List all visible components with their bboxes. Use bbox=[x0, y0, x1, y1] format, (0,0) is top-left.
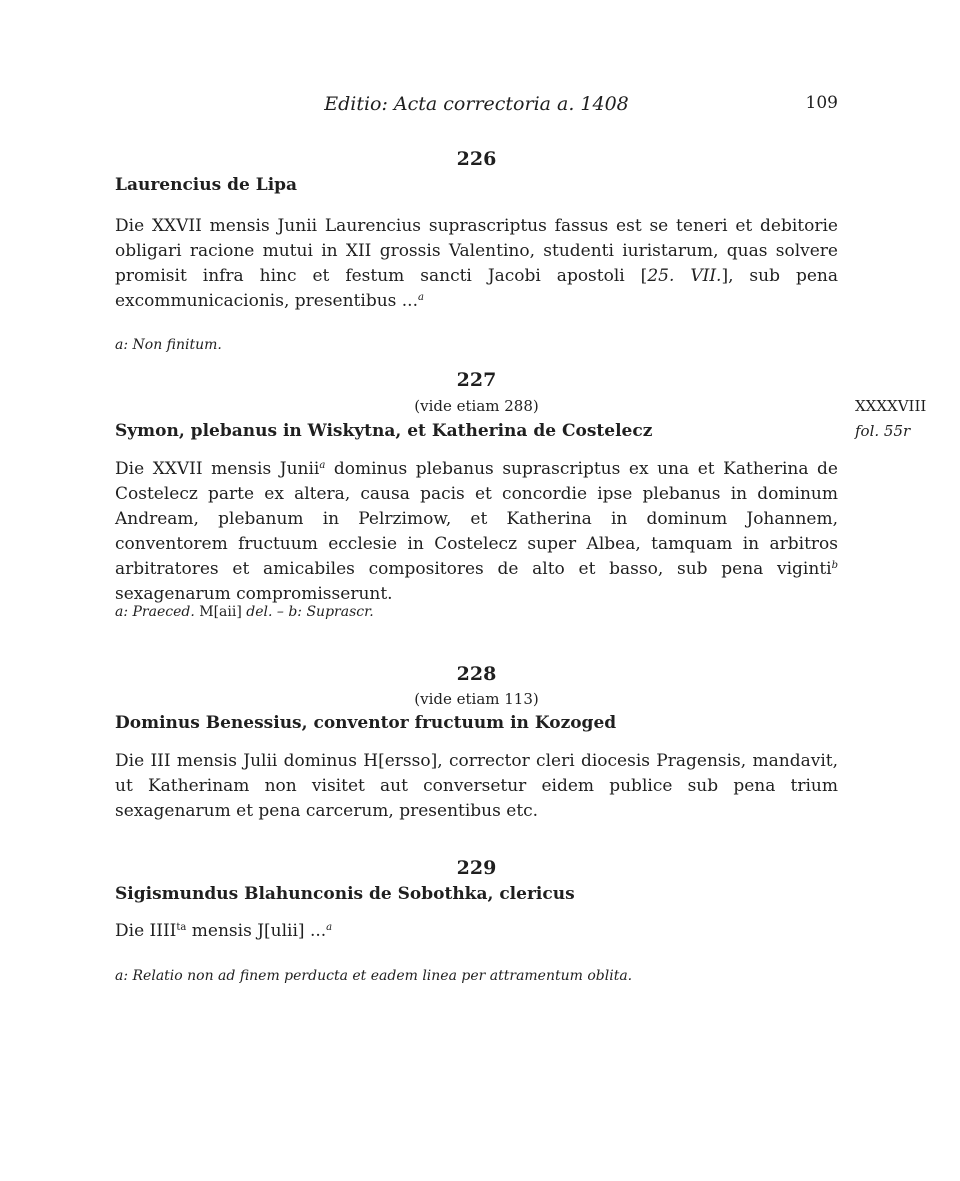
margin-note-folio: fol. 55r bbox=[855, 422, 911, 440]
entry-title-226: Laurencius de Lipa bbox=[115, 175, 298, 195]
cross-reference-228: (vide etiam 113) bbox=[414, 690, 539, 708]
entry-title-227: Symon, plebanus in Wiskytna, et Katherina de Costelecz bbox=[115, 421, 653, 441]
entry-number-227: 227 bbox=[456, 369, 497, 391]
entry-number-226: 226 bbox=[456, 148, 497, 170]
margin-note-folio-number: XXXXVIII bbox=[855, 397, 927, 415]
running-title: Editio: Acta correctoria a. 1408 bbox=[324, 93, 629, 115]
footnote-229: a: Relatio non ad finem perducta et eadem linea per attramentum oblita. bbox=[115, 968, 633, 984]
entry-text-228: Die III mensis Julii dominus H[ersso], corrector cleri diocesis Pragensis, mandavit, ut Katherinam non visitet aut conversetur eidem publice sub pena trium sexagenarum et pena carcerum, presentibus etc. bbox=[115, 751, 838, 821]
entry-text-229: Die $IIII^{ta}$ mensis J[ulii] ...$^a$ bbox=[115, 921, 333, 941]
entry-text-226: Die XXVII mensis Junii Laurencius suprascriptus fassus est se teneri et debitorie obligari racione mutui in XII grossis Valentino, studenti iuristarum, quas solvere promisit infra hinc et festum sancti Jacobi apostoli [25. VII.], sub pena excommunicacionis, presentibus ...$^a$ bbox=[115, 216, 838, 311]
footnote-227: a: Praeced. M[aii] del. – b: Suprascr. bbox=[115, 604, 374, 620]
entry-number-229: 229 bbox=[456, 857, 497, 879]
entry-text-227: Die XXVII mensis Junii$^a$ dominus plebanus suprascriptus ex una et Katherina de Costelecz parte ex altera, causa pacis et concordie ipse plebanus in dominum Andream, plebanum in Pelrzimow, et Katherina in dominum Johannem, conventorem fructuum ecclesie in Costelecz super Albea, tamquam in arbitros arbitratores et amicabiles compositores de alto et basso, sub pena viginti$^b$ sexagenarum compromisserunt. bbox=[115, 459, 838, 604]
entry-title-229: Sigismundus Blahunconis de Sobothka, clericus bbox=[115, 884, 575, 904]
entry-number-228: 228 bbox=[456, 663, 497, 685]
page-number: 109 bbox=[805, 93, 838, 113]
entry-title-228: Dominus Benessius, conventor fructuum in Kozoged bbox=[115, 713, 617, 733]
cross-reference-227: (vide etiam 288) bbox=[414, 397, 539, 415]
footnote-226: a: Non finitum. bbox=[115, 337, 222, 353]
